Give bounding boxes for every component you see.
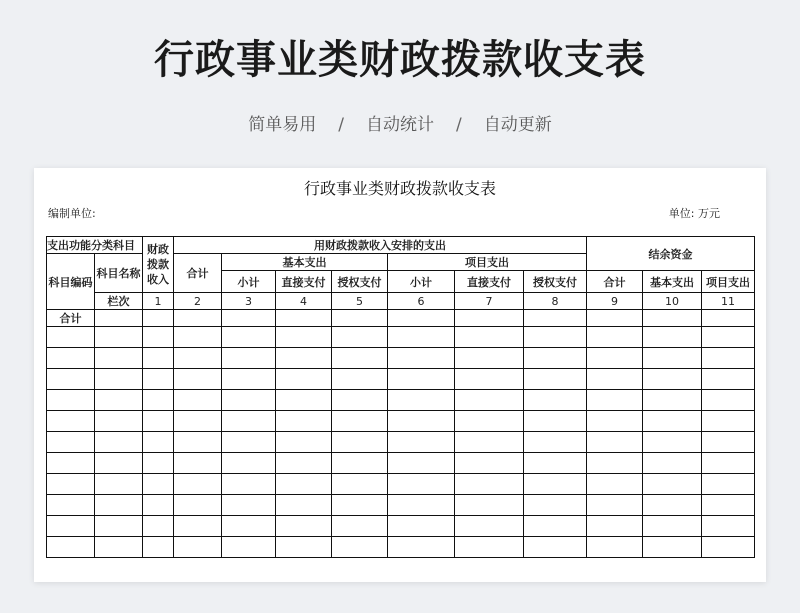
header-total: 合计 bbox=[174, 254, 222, 293]
table-cell[interactable] bbox=[388, 516, 455, 537]
table-cell[interactable] bbox=[455, 390, 524, 411]
table-cell[interactable] bbox=[643, 390, 702, 411]
table-cell[interactable] bbox=[174, 327, 222, 348]
table-cell[interactable] bbox=[174, 432, 222, 453]
table-cell[interactable] bbox=[222, 310, 276, 327]
table-cell[interactable] bbox=[587, 390, 643, 411]
table-cell[interactable] bbox=[276, 474, 332, 495]
table-cell[interactable] bbox=[95, 474, 143, 495]
col-number: 10 bbox=[643, 293, 702, 310]
table-cell[interactable] bbox=[222, 537, 276, 558]
table-cell[interactable] bbox=[524, 411, 587, 432]
table-cell[interactable] bbox=[587, 516, 643, 537]
unit-org-label: 编制单位: bbox=[48, 207, 96, 220]
header-balance-basic: 基本支出 bbox=[643, 271, 702, 293]
table-cell[interactable] bbox=[47, 411, 95, 432]
table-cell[interactable] bbox=[47, 432, 95, 453]
table-cell[interactable] bbox=[455, 432, 524, 453]
table-row bbox=[47, 495, 755, 516]
table-cell[interactable] bbox=[174, 310, 222, 327]
table-row bbox=[47, 432, 755, 453]
header-balance-fund: 结余资金 bbox=[587, 237, 755, 271]
table-cell[interactable] bbox=[524, 537, 587, 558]
col-number: 3 bbox=[222, 293, 276, 310]
table-cell[interactable] bbox=[455, 411, 524, 432]
table-cell[interactable] bbox=[174, 453, 222, 474]
table-cell[interactable] bbox=[455, 495, 524, 516]
table-cell[interactable] bbox=[524, 348, 587, 369]
table-cell[interactable] bbox=[702, 390, 755, 411]
table-cell[interactable] bbox=[587, 348, 643, 369]
table-cell[interactable] bbox=[276, 495, 332, 516]
table-cell[interactable] bbox=[702, 327, 755, 348]
header-balance-project: 项目支出 bbox=[702, 271, 755, 293]
table-cell[interactable] bbox=[222, 516, 276, 537]
table-cell[interactable] bbox=[174, 537, 222, 558]
table-cell[interactable] bbox=[47, 348, 95, 369]
table-cell[interactable] bbox=[455, 516, 524, 537]
table-cell[interactable] bbox=[643, 310, 702, 327]
table-cell[interactable] bbox=[332, 516, 388, 537]
table-cell[interactable] bbox=[143, 495, 174, 516]
table-cell[interactable] bbox=[174, 369, 222, 390]
table-cell[interactable] bbox=[643, 516, 702, 537]
table-cell[interactable] bbox=[524, 432, 587, 453]
table-row bbox=[47, 327, 755, 348]
table-cell[interactable] bbox=[95, 411, 143, 432]
col-number: 11 bbox=[702, 293, 755, 310]
table-cell[interactable] bbox=[95, 390, 143, 411]
table-cell[interactable] bbox=[143, 390, 174, 411]
table-cell[interactable] bbox=[388, 432, 455, 453]
table-cell[interactable] bbox=[702, 432, 755, 453]
row-label-column-number: 栏次 bbox=[95, 293, 143, 310]
table-cell[interactable] bbox=[643, 348, 702, 369]
unit-label: 单位: 万元 bbox=[668, 207, 720, 220]
header-balance-total: 合计 bbox=[587, 271, 643, 293]
table-cell[interactable] bbox=[388, 327, 455, 348]
table-cell[interactable] bbox=[276, 369, 332, 390]
header-project-direct-pay: 直接支付 bbox=[455, 271, 524, 293]
table-cell[interactable] bbox=[95, 348, 143, 369]
table-cell[interactable] bbox=[643, 327, 702, 348]
table-cell[interactable] bbox=[47, 474, 95, 495]
table-cell[interactable] bbox=[388, 369, 455, 390]
header-subject-code: 科目编码 bbox=[47, 254, 95, 310]
table-cell[interactable] bbox=[702, 411, 755, 432]
table-cell[interactable] bbox=[702, 369, 755, 390]
table-cell[interactable] bbox=[276, 310, 332, 327]
table-cell[interactable] bbox=[455, 348, 524, 369]
table-cell[interactable] bbox=[222, 474, 276, 495]
table-cell[interactable] bbox=[455, 327, 524, 348]
row-label-total: 合计 bbox=[47, 310, 95, 327]
table-cell[interactable] bbox=[95, 369, 143, 390]
table-cell[interactable] bbox=[455, 474, 524, 495]
table-cell[interactable] bbox=[524, 390, 587, 411]
table-cell[interactable] bbox=[143, 432, 174, 453]
table-cell[interactable] bbox=[174, 411, 222, 432]
table-cell[interactable] bbox=[587, 369, 643, 390]
table-row bbox=[47, 474, 755, 495]
table-cell[interactable] bbox=[143, 369, 174, 390]
table-cell[interactable] bbox=[702, 310, 755, 327]
table-cell[interactable] bbox=[222, 453, 276, 474]
table-cell[interactable] bbox=[95, 453, 143, 474]
table-cell[interactable] bbox=[143, 453, 174, 474]
col-number: 5 bbox=[332, 293, 388, 310]
header-fiscal-income: 财政拨款收入 bbox=[143, 237, 174, 293]
header-basic-subtotal: 小计 bbox=[222, 271, 276, 293]
table-cell[interactable] bbox=[643, 495, 702, 516]
table-row bbox=[47, 453, 755, 474]
table-cell[interactable] bbox=[643, 432, 702, 453]
table-cell[interactable] bbox=[174, 516, 222, 537]
table-cell[interactable] bbox=[47, 453, 95, 474]
table-cell[interactable] bbox=[702, 495, 755, 516]
table-cell[interactable] bbox=[95, 327, 143, 348]
table-cell[interactable] bbox=[222, 348, 276, 369]
table-cell[interactable] bbox=[643, 411, 702, 432]
table-cell[interactable] bbox=[95, 432, 143, 453]
table-cell[interactable] bbox=[332, 495, 388, 516]
table-cell[interactable] bbox=[143, 348, 174, 369]
table-row bbox=[47, 516, 755, 537]
table-cell[interactable] bbox=[524, 310, 587, 327]
hero-title: 行政事业类财政拨款收支表 bbox=[154, 37, 646, 83]
table-cell[interactable] bbox=[174, 390, 222, 411]
col-number: 2 bbox=[174, 293, 222, 310]
table-cell[interactable] bbox=[174, 474, 222, 495]
header-used-group: 用财政拨款收入安排的支出 bbox=[174, 237, 587, 254]
header-project-subtotal: 小计 bbox=[388, 271, 455, 293]
table-cell[interactable] bbox=[47, 537, 95, 558]
table-cell[interactable] bbox=[95, 495, 143, 516]
table-cell[interactable] bbox=[702, 537, 755, 558]
table-cell[interactable] bbox=[702, 453, 755, 474]
table-cell[interactable] bbox=[388, 453, 455, 474]
table-cell[interactable] bbox=[455, 537, 524, 558]
table-row bbox=[47, 369, 755, 390]
table-cell[interactable] bbox=[455, 453, 524, 474]
col-number: 9 bbox=[587, 293, 643, 310]
table-cell[interactable] bbox=[276, 411, 332, 432]
header-basic-expense: 基本支出 bbox=[222, 254, 388, 271]
table-body bbox=[47, 327, 755, 558]
col-number: 8 bbox=[524, 293, 587, 310]
table-cell[interactable] bbox=[587, 453, 643, 474]
table-cell[interactable] bbox=[276, 390, 332, 411]
tag-separator: / bbox=[456, 115, 462, 135]
table-cell[interactable] bbox=[524, 369, 587, 390]
table-cell[interactable] bbox=[95, 537, 143, 558]
table-cell[interactable] bbox=[587, 495, 643, 516]
col-number: 1 bbox=[143, 293, 174, 310]
table-cell[interactable] bbox=[143, 411, 174, 432]
header-project-expense: 项目支出 bbox=[388, 254, 587, 271]
table-cell[interactable] bbox=[332, 390, 388, 411]
feature-tags bbox=[0, 112, 800, 138]
table-cell[interactable] bbox=[222, 411, 276, 432]
table-cell[interactable] bbox=[587, 327, 643, 348]
table-cell[interactable] bbox=[643, 369, 702, 390]
table-cell[interactable] bbox=[174, 348, 222, 369]
sheet-title: 行政事业类财政拨款收支表 bbox=[303, 179, 496, 198]
table-cell[interactable] bbox=[455, 310, 524, 327]
table-cell[interactable] bbox=[388, 390, 455, 411]
table-cell[interactable] bbox=[388, 310, 455, 327]
table-cell[interactable] bbox=[388, 495, 455, 516]
table-cell[interactable] bbox=[276, 432, 332, 453]
table-cell[interactable] bbox=[388, 537, 455, 558]
table-cell[interactable] bbox=[332, 369, 388, 390]
table-cell[interactable] bbox=[332, 348, 388, 369]
table-cell[interactable] bbox=[222, 369, 276, 390]
table-cell[interactable] bbox=[143, 474, 174, 495]
table-cell[interactable] bbox=[47, 390, 95, 411]
table-cell[interactable] bbox=[332, 327, 388, 348]
table-cell[interactable] bbox=[524, 516, 587, 537]
table-cell[interactable] bbox=[222, 390, 276, 411]
table-cell[interactable] bbox=[47, 369, 95, 390]
table-cell[interactable] bbox=[143, 537, 174, 558]
col-number: 7 bbox=[455, 293, 524, 310]
table-cell[interactable] bbox=[455, 369, 524, 390]
table-cell[interactable] bbox=[388, 411, 455, 432]
table-row bbox=[47, 411, 755, 432]
table-cell[interactable] bbox=[143, 327, 174, 348]
table-cell[interactable] bbox=[702, 348, 755, 369]
table-cell[interactable] bbox=[174, 495, 222, 516]
table-row bbox=[47, 348, 755, 369]
table-cell[interactable] bbox=[388, 348, 455, 369]
table-cell[interactable] bbox=[143, 516, 174, 537]
table-cell[interactable] bbox=[587, 432, 643, 453]
table-cell[interactable] bbox=[332, 474, 388, 495]
table-cell[interactable] bbox=[524, 495, 587, 516]
tag-easy: 简单易用 bbox=[248, 115, 317, 135]
table-cell[interactable] bbox=[587, 474, 643, 495]
table-cell[interactable] bbox=[524, 474, 587, 495]
table-cell[interactable] bbox=[643, 453, 702, 474]
table-cell[interactable] bbox=[222, 432, 276, 453]
table-cell[interactable] bbox=[95, 516, 143, 537]
table-cell[interactable] bbox=[702, 516, 755, 537]
tag-separator: / bbox=[338, 115, 344, 135]
col-number: 4 bbox=[276, 293, 332, 310]
table-row bbox=[47, 537, 755, 558]
header-project-authorized-pay: 授权支付 bbox=[524, 271, 587, 293]
table-cell[interactable] bbox=[332, 537, 388, 558]
spreadsheet-preview bbox=[34, 168, 766, 582]
table-cell[interactable] bbox=[524, 327, 587, 348]
table-cell[interactable] bbox=[47, 327, 95, 348]
table-cell[interactable] bbox=[643, 537, 702, 558]
table-cell[interactable] bbox=[143, 310, 174, 327]
col-number: 6 bbox=[388, 293, 455, 310]
table-cell[interactable] bbox=[388, 474, 455, 495]
table-cell[interactable] bbox=[332, 310, 388, 327]
header-basic-direct-pay: 直接支付 bbox=[276, 271, 332, 293]
table-row bbox=[47, 390, 755, 411]
table-cell[interactable] bbox=[276, 516, 332, 537]
table-cell[interactable] bbox=[332, 453, 388, 474]
table-cell[interactable] bbox=[643, 474, 702, 495]
table-cell[interactable] bbox=[332, 432, 388, 453]
table-cell[interactable] bbox=[222, 495, 276, 516]
table-cell[interactable] bbox=[587, 310, 643, 327]
table-cell[interactable] bbox=[524, 453, 587, 474]
finance-table bbox=[46, 236, 755, 558]
table-cell[interactable] bbox=[276, 537, 332, 558]
table-cell[interactable] bbox=[276, 327, 332, 348]
tag-auto-update: 自动更新 bbox=[483, 115, 552, 135]
table-cell[interactable] bbox=[222, 327, 276, 348]
tag-auto-stat: 自动统计 bbox=[366, 115, 434, 135]
table-cell[interactable] bbox=[587, 537, 643, 558]
header-basic-authorized-pay: 授权支付 bbox=[332, 271, 388, 293]
table-cell[interactable] bbox=[587, 411, 643, 432]
header-subject-name: 科目名称 bbox=[95, 254, 143, 293]
table-cell[interactable] bbox=[702, 474, 755, 495]
table-cell[interactable] bbox=[47, 516, 95, 537]
table-cell[interactable] bbox=[276, 453, 332, 474]
table-cell[interactable] bbox=[276, 348, 332, 369]
table-cell[interactable] bbox=[332, 411, 388, 432]
table-cell[interactable] bbox=[47, 495, 95, 516]
header-subject-category: 支出功能分类科目 bbox=[47, 237, 143, 254]
table-cell[interactable] bbox=[95, 310, 143, 327]
